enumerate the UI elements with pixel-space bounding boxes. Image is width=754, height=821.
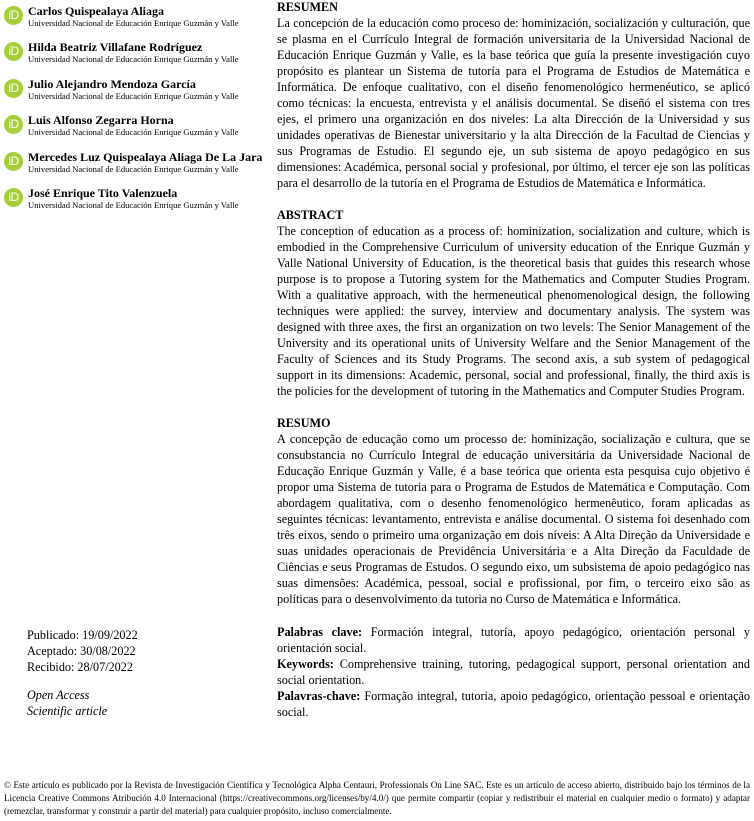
author-name: Luis Alfonso Zegarra Horna (28, 113, 174, 127)
author-affiliation: Universidad Nacional de Educación Enrique Guzmán y Valle (28, 200, 239, 210)
orcid-icon[interactable]: iD (4, 152, 23, 171)
orcid-icon[interactable]: iD (4, 188, 23, 207)
author-entry (4, 113, 266, 139)
abstract-heading: ABSTRACT (277, 208, 344, 222)
keywords-es (277, 624, 750, 656)
resumen-section (277, 0, 750, 191)
abstracts-column (277, 0, 750, 720)
received-date: Recibido: 28/07/2022 (27, 660, 133, 674)
keywords-es-text: Formación integral, tutoría, apoyo pedagógico, orientación personal y orientación social. (277, 625, 750, 655)
open-access-label: Open Access (27, 688, 90, 702)
author-name: Julio Alejandro Mendoza García (28, 77, 196, 91)
author-name: Hilda Beatriz Villafane Rodríguez (28, 40, 203, 54)
orcid-icon[interactable]: iD (4, 42, 23, 61)
orcid-icon[interactable]: iD (4, 79, 23, 98)
author-affiliation: Universidad Nacional de Educación Enrique Guzmán y Valle (28, 18, 239, 28)
author-affiliation: Universidad Nacional de Educación Enrique Guzmán y Valle (28, 54, 239, 64)
keywords-pt-text: Formação integral, tutoria, apoio pedagógico, orientação pessoal e orientação social. (277, 689, 750, 719)
resumo-text: A concepção de educação como um processo de: hominização, socialização e cultura, que se consubstancia no Currículo Integral de educação universitária da Universidade Nacional de Educação Enrique Guzmán y Valle, é a base teórica que orienta esta pesquisa cujo objetivo é propor uma Sistema de tutoria para o Programa de Estudos de Matemática e Computação. Com abordagem qualitativa, com o desenho fenomenológico hermenêutico, foram aplicadas as seguintes técnicas: levantamento, entrevista e análise documental. O sistema foi desenhado com três eixos, sendo o primeiro uma organização em dois níveis: A Alta Direção da Universidade e suas unidades operacionais de Previdência Universitária e a Alta Direção da Faculdade de Ciências e seus Programas de Estudos. O segundo eixo, um subsistema de apoio pedagógico nas suas dimensões: Académica, pessoal, social e profissional, por fim, o terceiro eixo são as políticas para o desenvolvimento da tutoria no Curso de Matemática e Informática. (277, 432, 750, 606)
orcid-icon[interactable]: iD (4, 6, 23, 25)
resumo-heading: RESUMO (277, 416, 331, 430)
author-name: Carlos Quispealaya Aliaga (28, 4, 165, 18)
author-affiliation: Universidad Nacional de Educación Enrique Guzmán y Valle (28, 91, 239, 101)
article-type-label: Scientific article (27, 704, 108, 718)
keywords-pt (277, 688, 750, 720)
abstract-section (277, 207, 750, 399)
author-entry (4, 40, 266, 66)
keywords-en (277, 656, 750, 688)
author-affiliation: Universidad Nacional de Educación Enrique Guzmán y Valle (28, 127, 239, 137)
keywords-section (277, 624, 750, 720)
keywords-en-label: Keywords: (277, 657, 334, 671)
keywords-es-label: Palabras clave: (277, 625, 363, 639)
author-entry (4, 77, 266, 103)
author-affiliation: Universidad Nacional de Educación Enrique Guzmán y Valle (28, 164, 239, 174)
access-info (27, 687, 107, 719)
author-entry (4, 186, 266, 212)
publication-dates (27, 627, 138, 675)
accepted-date: Aceptado: 30/08/2022 (27, 644, 136, 658)
orcid-icon[interactable]: iD (4, 115, 23, 134)
author-name: José Enrique Tito Valenzuela (28, 186, 178, 200)
resumo-section (277, 415, 750, 607)
resumen-text: La concepción de la educación como proceso de: hominización, socialización y culturación, que se plasma en el Currículo Integral de formación universitaria de la Universidad Nacional de Educación Enrique Guzmán y Valle, es la base teórica que guía la presente investigación cuyo propósito es plantear un Sistema de tutoría para el Programa de Estudios de Matemática e Informática. De enfoque cualitativo, con el diseño fenomenológico hermenéutico, se aplicó como técnicas: la encuesta, entrevista y el análisis documental. Se diseñó el sistema con tres ejes, el primero una organización en dos niveles: La alta Dirección de la Universidad y sus unidades operativas de Bienestar universitario y la alta Dirección de la Facultad de Ciencias y sus Programas de Estudio. El segundo eje, un sub sistema de apoyo pedagógico en sus dimensiones: Académica, personal social y profesional, por último, el tercer eje son las políticas para el desarrollo de la tutoría en el Programa de Estudios de Matemática e Informática. (277, 16, 750, 190)
author-name: Mercedes Luz Quispealaya Aliaga De La Jara (28, 150, 263, 164)
author-entry (4, 4, 266, 30)
keywords-pt-label: Palavras-chave: (277, 689, 361, 703)
published-date: Publicado: 19/09/2022 (27, 628, 138, 642)
resumen-heading: RESUMEN (277, 0, 338, 14)
abstract-text: The conception of education as a process of: hominization, socialization and culture, which is embodied in the Comprehensive Curriculum of university education of the Enrique Guzmán y Valle National University of Education, is the theoretical basis that guides this research whose purpose is to propose a Tutoring system for the Mathematics and Computer Studies Program. With a qualitative approach, with the hermeneutical phenomenological design, the following techniques were applied: the survey, interview and documentary analysis. The system was designed with three axes, the first an organization on two levels: The Senior Management of the University and its operational units of University Welfare and the Senior Management of the Faculty of Sciences and its Study Programs. The second axis, a sub system of pedagogical support in its dimensions: Academic, personal, social and professional, finally, the third axis is the policies for the development of tutoring in the Mathematics and Computer Studies Program. (277, 224, 750, 398)
keywords-en-text: Comprehensive training, tutoring, pedagogical support, personal orientation and social orientation. (277, 657, 750, 687)
author-entry (4, 150, 266, 176)
license-footer: © Este artículo es publicado por la Revista de Investigación Científica y Tecnológica Alpha Centauri, Professionals On Line SAC. Este es un artículo de acceso abierto, distribuido bajo los términos de la Licencia Creative Commons Atribución 4.0 Internacional (https://creativecommons.org/licenses/by/4.0/) que permite compartir (copiar y redistribuir el material en cualquier medio o formato) y adaptar (remezclar, transformar y construir a partir del material) para cualquier propósito, incluso comercialmente. (4, 780, 750, 816)
